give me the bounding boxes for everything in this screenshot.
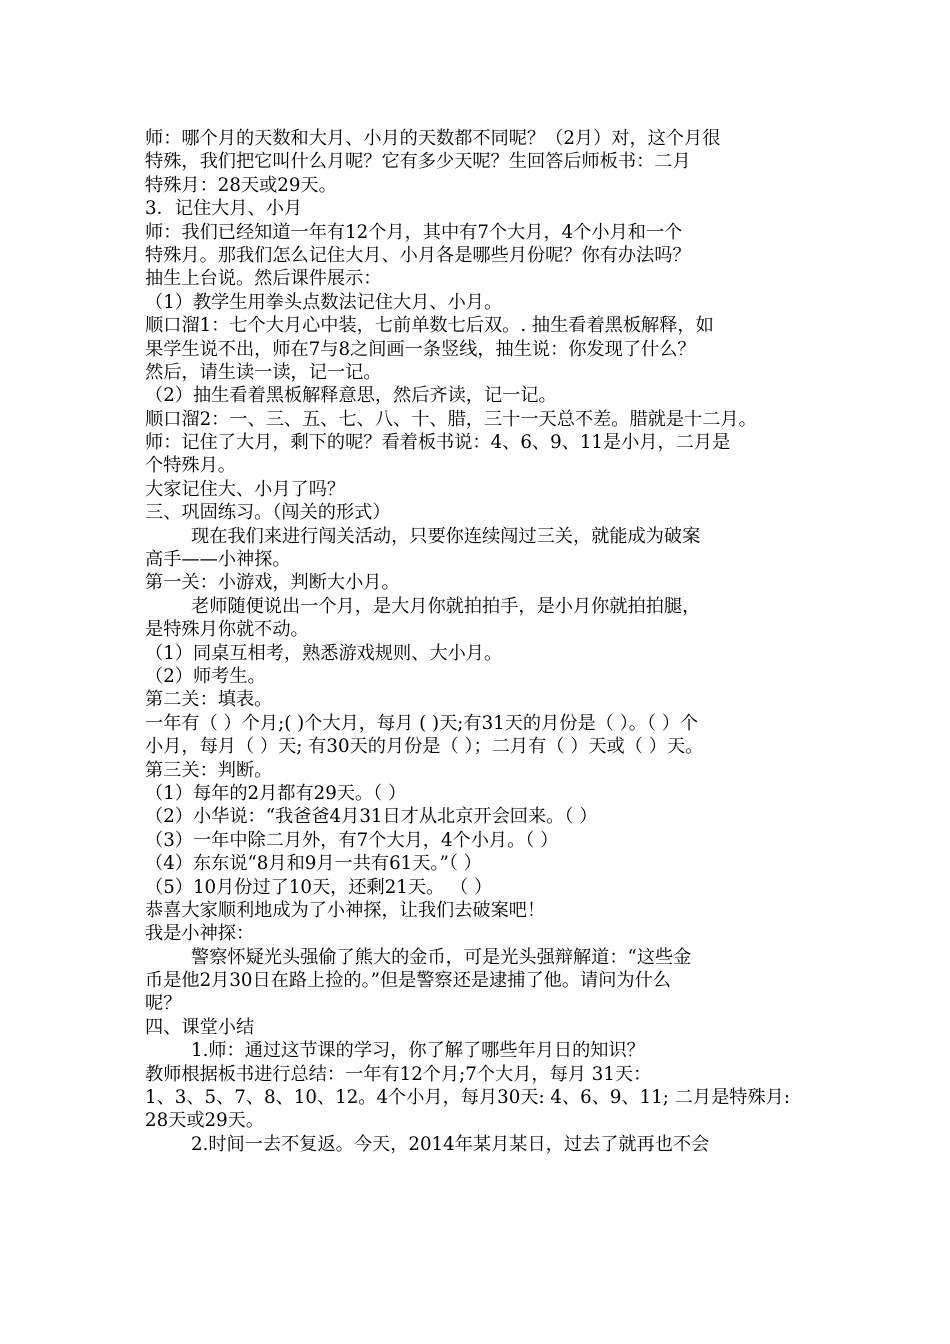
- text-line: 师：记住了大月，剩下的呢？看着板书说：4、6、9、11是小月，二月是: [145, 432, 731, 454]
- text-line: （2）抽生看着黑板解释意思，然后齐读，记一记。: [145, 385, 557, 407]
- text-line: （1）同桌互相考，熟悉游戏规则、大小月。: [145, 642, 503, 664]
- text-line: 小月，每月（ ）天; 有30天的月份是（ ）；二月有（ ）天或（ ）天。: [145, 736, 704, 758]
- text-line: 28天或29天。: [145, 1110, 265, 1132]
- text-line: 1、3、5、7、8、10、12。4个小月，每月30天: 4、6、9、11; 二月是特殊月:: [145, 1087, 790, 1109]
- text-line: 抽生上台说。然后课件展示：: [145, 268, 382, 290]
- text-line: 币是他2月30日在路上捡的。”但是警察还是逮捕了他。请问为什么: [145, 970, 671, 992]
- text-line: 特殊月：28天或29天。: [145, 174, 337, 196]
- text-line: 警察怀疑光头强偷了熊大的金币，可是光头强辩解道：“这些金: [191, 946, 692, 968]
- text-line: 师：哪个月的天数和大月、小月的天数都不同呢？（2月）对，这个月很: [145, 128, 721, 149]
- text-line: （2）师考生。: [145, 665, 266, 687]
- text-line: （2）小华说：“我爸爸4月31日才从北京开会回来。（ ）: [145, 806, 598, 828]
- text-line: 特殊月。那我们怎么记住大月、小月各是哪些月份呢？你有办法吗？: [145, 244, 691, 266]
- text-line: （5）10月份过了10天，还剩21天。 （ ）: [145, 876, 493, 898]
- text-line: （3）一年中除二月外，有7个大月，4个小月。（ ）: [145, 829, 559, 851]
- text-line: 恭喜大家顺利地成为了小神探，让我们去破案吧！: [145, 899, 546, 921]
- text-line: 果学生说不出，师在7与8之间画一条竖线，抽生说：你发现了什么？: [145, 338, 696, 360]
- text-line: 高手——小神探。: [145, 549, 291, 571]
- text-line: 个特殊月。: [145, 455, 236, 477]
- text-line: 我是小神探：: [145, 923, 255, 945]
- text-line: 教师根据板书进行总结：一年有12个月;7个大月，每月 31天：: [145, 1063, 652, 1085]
- text-line: 第一关：小游戏，判断大小月。: [145, 572, 400, 594]
- document-body: [145, 127, 813, 1156]
- text-line: 老师随便说出一个月，是大月你就拍拍手，是小月你就拍拍腿，: [191, 595, 701, 617]
- text-line: 然后，请生读一读，记一记。: [145, 361, 382, 383]
- text-line: （4）东东说“8月和9月一共有61天。”（ ）: [145, 853, 482, 875]
- text-line: 是特殊月你就不动。: [145, 619, 309, 641]
- text-line: （1）教学生用拳头点数法记住大月、小月。: [145, 291, 503, 313]
- text-line: 2.时间一去不复返。今天，2014年某月某日，过去了就再也不会: [191, 1133, 710, 1155]
- text-line: 大家记住大、小月了吗？: [145, 478, 346, 500]
- text-line: 呢？: [145, 993, 182, 1015]
- text-line: 现在我们来进行闯关活动，只要你连续闯过三关，就能成为破案: [191, 525, 701, 547]
- text-line: 一年有（ ）个月;( )个大月，每月 ( )天;有31天的月份是（ ）。（ ）个: [145, 712, 699, 734]
- text-line: 1.师：通过这节课的学习，你了解了哪些年月日的知识？: [191, 1040, 645, 1062]
- text-line: 第二关：填表。: [145, 689, 273, 711]
- text-line: 顺口溜1：七个大月心中装，七前单数七后双。. 抽生看着黑板解释，如: [145, 315, 714, 337]
- text-line: 顺口溜2：一、三、五、七、八、十、腊，三十一天总不差。腊就是十二月。: [145, 408, 757, 430]
- text-line: 3．记住大月、小月: [145, 198, 303, 220]
- text-line: 四、课堂小结: [145, 1016, 255, 1038]
- text-line: 特殊，我们把它叫什么月呢？它有多少天呢？生回答后师板书：二月: [145, 151, 691, 173]
- text-line: 第三关：判断。: [145, 759, 273, 781]
- text-line: 师：我们已经知道一年有12个月，其中有7个大月，4个小月和一个: [145, 221, 683, 243]
- text-line: 三、巩固练习。（闯关的形式）: [145, 502, 391, 524]
- text-line: （1）每年的2月都有29天。（ ）: [145, 782, 407, 804]
